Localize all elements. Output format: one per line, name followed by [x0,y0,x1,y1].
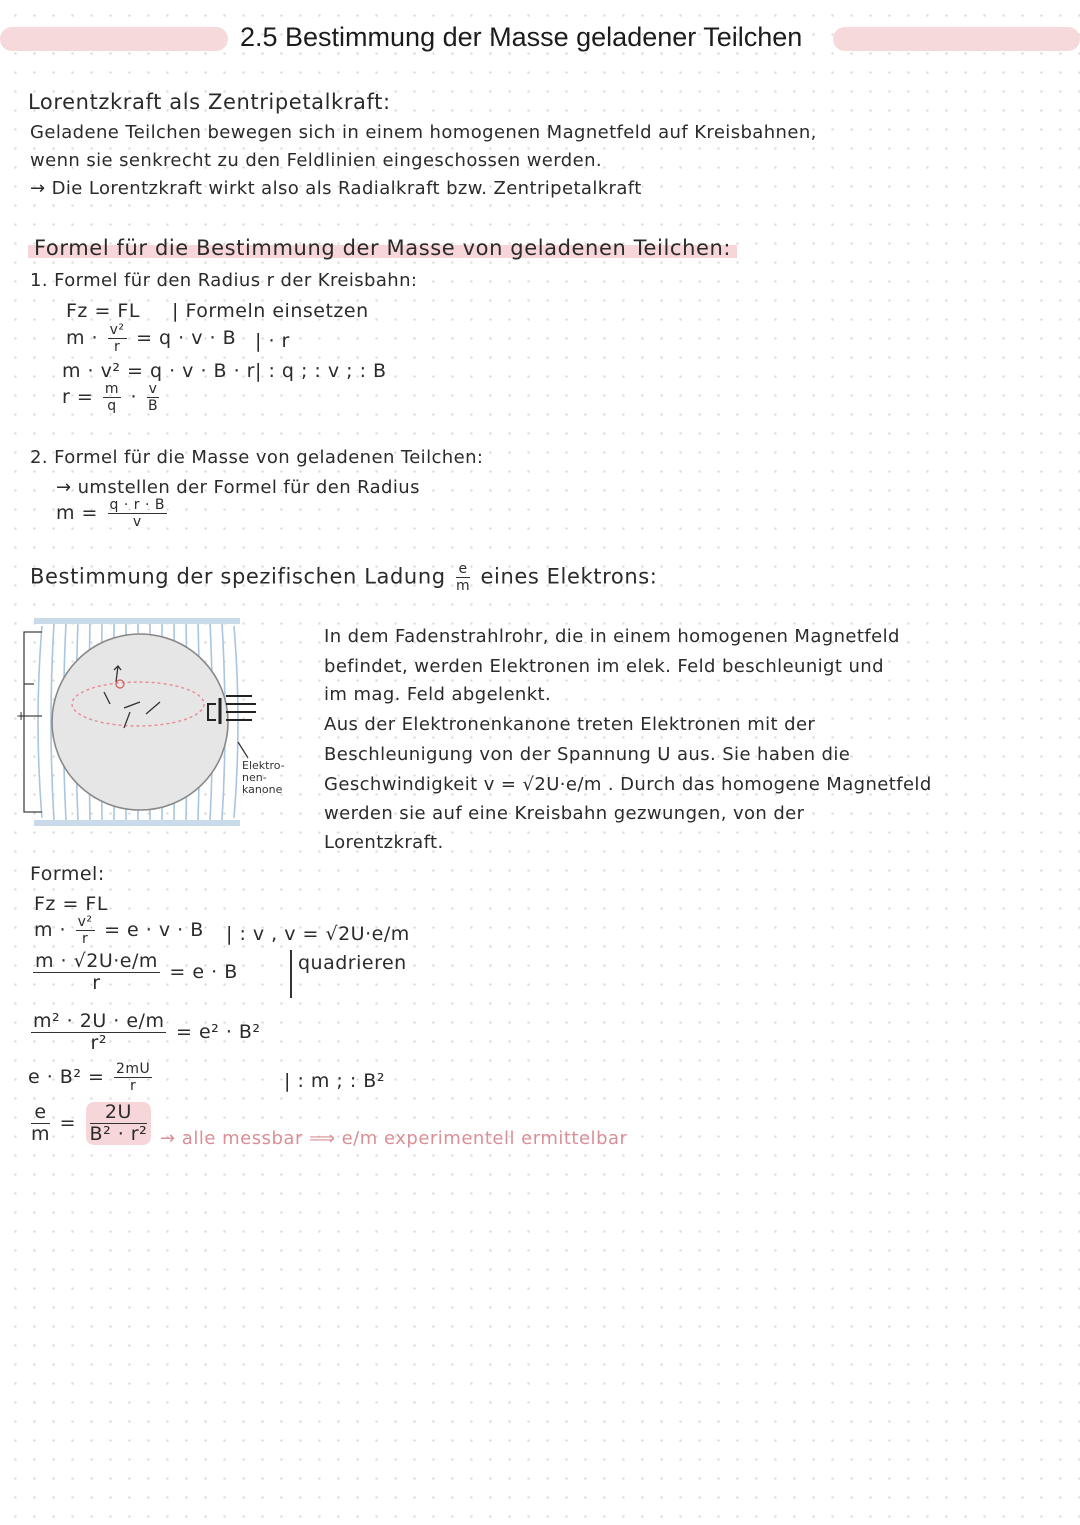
text-line: wenn sie senkrecht zu den Feldlinien eingeschossen werden. [30,150,602,171]
fraction-denominator: r [113,339,121,355]
section-heading-lorentzkraft: Lorentzkraft als Zentripetalkraft: [28,90,391,114]
fraction-numerator: v² [109,322,125,338]
equation-fz-fl-2: Fz = FL [34,893,108,915]
title-highlight-right [833,27,1080,51]
equation-line-6 [28,1102,154,1145]
helmholtz-coil-top [34,618,240,624]
eq-part: e · B² = [28,1066,105,1088]
fraction-numerator: v² [77,914,93,930]
eq-part: m · [34,919,67,941]
subheading-radius: 1. Formel für den Radius r der Kreisbahn: [30,270,418,291]
title-highlight-left [0,27,228,51]
fraction [76,915,95,946]
helmholtz-coil-bottom [34,820,240,826]
heading-highlight: Formel für die Bestimmung der Masse von geladenen Teilchen: [28,236,737,260]
note-divide-v: | : v , v = √2U·e/m [226,923,410,945]
text-line: → Die Lorentzkraft wirkt also als Radialkraft bzw. Zentripetalkraft [30,178,642,199]
paragraph-line: befindet, werden Elektronen im elek. Feld beschleunigt und [324,656,884,677]
note-umstellen: → umstellen der Formel für den Radius [56,477,420,498]
equation-mv2: m · v² = q · v · B · r [62,360,255,382]
note-alle-messbar: → alle messbar ⟹ e/m experimentell ermittelbar [160,1128,628,1149]
fraction-denominator: v [132,514,142,530]
subheading-masse: 2. Formel für die Masse von geladenen Teilchen: [30,447,484,468]
paragraph-line: Beschleunigung von der Spannung U aus. Sie haben die [324,744,851,765]
equation-centripetal [66,323,236,354]
fraction [114,1062,152,1093]
fraction-denominator: q [107,398,117,414]
note-divider [290,950,292,998]
note-divide: | : q ; : v ; : B [255,360,387,382]
fraction-numerator: v [148,381,158,397]
glass-bulb [52,634,228,810]
fraction [33,952,160,993]
fraction-denominator: r [81,931,89,947]
eq-part: = q · v · B [136,327,237,349]
eq-part: = [59,1112,76,1134]
fraction-e-m [456,562,470,593]
fraction-numerator: m [104,381,119,397]
fraction-denominator: r [92,972,101,994]
heading-part: Bestimmung der spezifischen Ladung [30,564,446,589]
section-heading-formel-masse [28,236,737,260]
eq-part: r = [62,386,94,408]
paragraph-line: Aus der Elektronenkanone treten Elektronen mit der [324,714,816,735]
note-divide-m-b2: | : m ; : B² [284,1070,385,1092]
fraction-denominator: B² · r² [89,1123,148,1145]
paragraph-line: im mag. Feld abgelenkt. [324,684,552,705]
fraction-numerator: m² · 2U · e/m [33,1010,165,1032]
eq-part: m = [56,502,98,524]
paragraph-line: Geschwindigkeit v = √2U·e/m . Durch das homogene Magnetfeld [324,774,932,795]
fraction [108,323,127,354]
fraction-numerator: 2mU [115,1061,151,1077]
paragraph-line: werden sie auf eine Kreisbahn gezwungen, von der [324,803,805,824]
page-title: 2.5 Bestimmung der Masse geladener Teilchen [240,22,803,52]
section-heading-spezifische-ladung [30,562,657,593]
note-quadrieren: quadrieren [298,952,407,974]
fraction-numerator: e [456,562,470,578]
equation-line-4 [28,1012,261,1053]
note-formeln-einsetzen: | Formeln einsetzen [172,300,369,322]
eq-part: m · [66,327,99,349]
elektronenkanone-label: Elektro- nen- kanone [242,759,285,796]
fraction [108,498,167,529]
fraction-denominator: m [455,578,471,594]
fraction-numerator: q · r · B [109,497,165,513]
fraction [31,1012,166,1053]
eq-part: = e · v · B [104,919,204,941]
plus-terminal-label: + [16,709,27,723]
eq-part: = e · B [169,961,238,983]
fraction-numerator: 2U [90,1103,148,1124]
equation-radius [62,382,162,413]
note-times-r: | · r [255,330,290,352]
fraction-result [86,1102,152,1145]
text-line: Geladene Teilchen bewegen sich in einem homogenen Magnetfeld auf Kreisbahnen, [30,122,817,143]
label-pointer [238,742,248,758]
fraction-numerator: m · √2U·e/m [35,950,158,972]
equation-fz-fl: Fz = FL [66,300,140,322]
heading-part: eines Elektrons: [480,564,658,589]
equation-masse [56,498,170,529]
fraction-denominator: B [147,398,159,414]
fraction [147,382,160,413]
eq-part: · [130,386,138,408]
fadenstrahlrohr-diagram [16,612,320,837]
fraction [31,1103,50,1144]
fraction-numerator: e [31,1103,50,1124]
fraction [103,382,121,413]
eq-part: = e² · B² [176,1021,261,1043]
formel-label: Formel: [30,863,105,885]
fraction-denominator: r [129,1078,137,1094]
fraction-denominator: m [31,1123,51,1145]
equation-line-5 [28,1062,155,1093]
equation-line-3 [30,952,238,993]
equation-line-2 [34,915,204,946]
fraction-denominator: r² [90,1032,107,1054]
paragraph-line: In dem Fadenstrahlrohr, die in einem homogenen Magnetfeld [324,626,900,647]
paragraph-line: Lorentzkraft. [324,832,444,853]
